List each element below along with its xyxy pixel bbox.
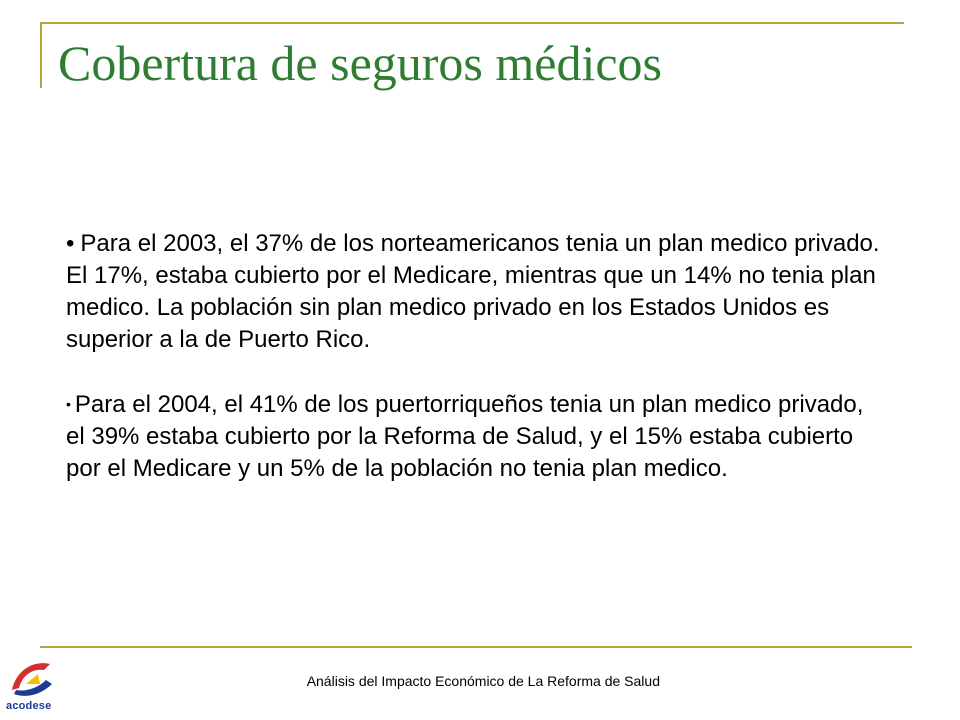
bullet-icon: •: [66, 396, 71, 412]
left-border-line: [40, 22, 42, 88]
top-border-line: [40, 22, 904, 24]
paragraph-2004: [66, 388, 886, 485]
slide-title: Cobertura de seguros médicos: [58, 35, 663, 91]
acodese-logo-icon: [6, 654, 56, 700]
acodese-logo-text: acodese: [6, 700, 52, 712]
paragraph-2004-text: Para el 2004, el 41% de los puertorriqueños tenia un plan medico privado, el 39% estaba cubierto por la Reforma de Salud, y el 15% estaba cubierto por el Medicare y un 5% de la población no tenia plan medico.: [66, 391, 864, 482]
paragraph-2003: [66, 228, 886, 356]
footer-divider: [40, 646, 912, 648]
bullet-icon: •: [66, 230, 75, 257]
slide-body: [66, 228, 886, 485]
paragraph-2003-text: Para el 2003, el 37% de los norteamericanos tenia un plan medico privado. El 17%, estaba cubierto por el Medicare, mientras que un 14% no tenia plan medico. La población sin plan medico privado en los Estados Unidos es superior a la de Puerto Rico.: [66, 230, 880, 353]
footer-text: Análisis del Impacto Económico de La Reforma de Salud: [306, 673, 660, 689]
acodese-logo: [2, 654, 60, 718]
